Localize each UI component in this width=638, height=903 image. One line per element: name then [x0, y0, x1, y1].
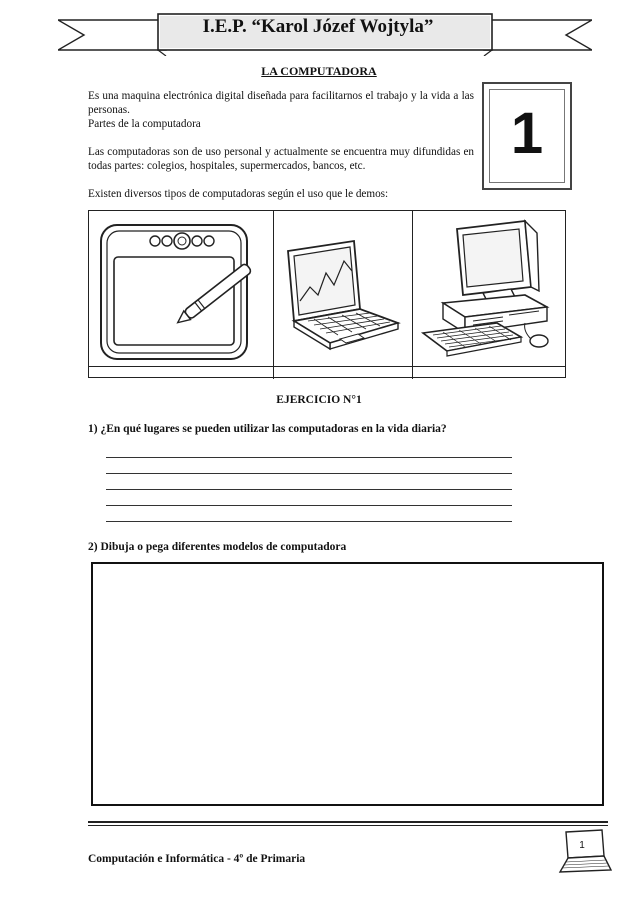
footer-rule: [88, 821, 608, 823]
footer-course: Computación e Informática - 4º de Primaria: [88, 853, 306, 865]
computer-types-table: [88, 210, 566, 378]
desktop-computer-icon: [413, 211, 565, 365]
lesson-number-box: [482, 82, 572, 190]
laptop-icon: [274, 211, 411, 365]
image-cell-laptop: [274, 211, 413, 366]
question-1: 1) ¿En qué lugares se pueden utilizar las computadoras en la vida diaria?: [88, 423, 447, 435]
answer-line[interactable]: [106, 473, 512, 474]
footer-rule-thin: [88, 825, 608, 826]
exercise-title: EJERCICIO N°1: [276, 394, 362, 406]
question-2: 2) Dibuja o pega diferentes modelos de computadora: [88, 541, 347, 553]
laptop-page-icon: [556, 826, 612, 878]
answer-line[interactable]: [106, 457, 512, 458]
tablet-with-stylus-icon: [89, 211, 272, 365]
image-cell-tablet: [89, 211, 274, 366]
caption-row: [89, 366, 565, 379]
answer-line[interactable]: [106, 505, 512, 506]
paragraph-parts: Partes de la computadora: [88, 118, 201, 130]
answer-line[interactable]: [106, 521, 512, 522]
drawing-area[interactable]: [91, 562, 604, 806]
lesson-number: 1: [510, 101, 544, 166]
paragraph-definition: Es una maquina electrónica digital diseñada para facilitarnos el trabajo y la vida a las personas.: [88, 90, 474, 116]
image-cell-desktop: [413, 211, 567, 366]
paragraph-usage: Las computadoras son de uso personal y actualmente se encuentra muy difundidas en todas partes: colegios, hospitales, supermercados, bancos, etc.: [88, 146, 474, 172]
page-number: 1: [579, 840, 585, 851]
school-name: I.E.P. “Karol Józef Wojtyla”: [202, 16, 434, 37]
document-title: LA COMPUTADORA: [261, 64, 377, 78]
paragraph-types: Existen diversos tipos de computadoras según el uso que le demos:: [88, 188, 389, 200]
answer-line[interactable]: [106, 489, 512, 490]
